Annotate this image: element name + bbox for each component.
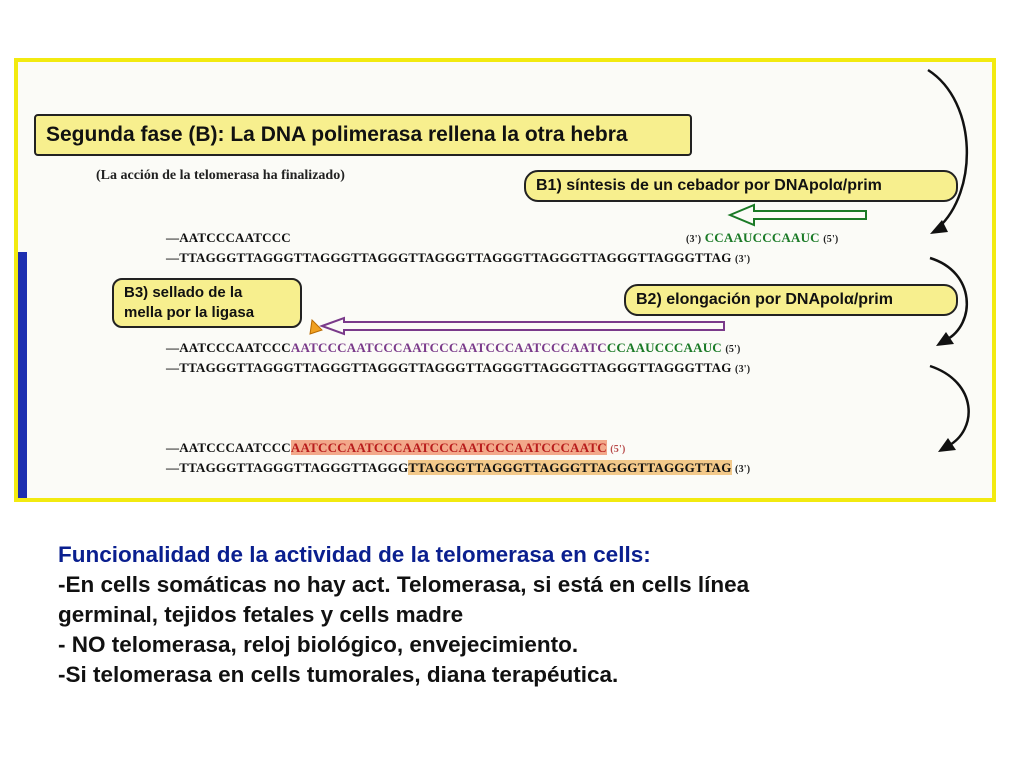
notes-line-2: germinal, tejidos fetales y cells madre <box>58 602 464 627</box>
row1-bottom-end: (3') <box>735 254 751 265</box>
row3-top-left: —AATCCCAATCCC <box>166 440 291 455</box>
row2-bottom-end: (3') <box>735 364 751 375</box>
row2-bottom-seq: —TTAGGGTTAGGGTTAGGGTTAGGGTTAGGGTTAGGGTTAGGGTTAGGGTTAGGGTTAG <box>166 360 732 375</box>
row3-bottom-left: —TTAGGGTTAGGGTTAGGGTTAGGG <box>166 460 409 475</box>
row2-top-purple: AATCCCAATCCCAATCCCAATCCCAATCCCAATC <box>290 340 607 355</box>
row2-top-left: —AATCCCAATCCC <box>166 340 291 355</box>
row3-top-red: AATCCCAATCCCAATCCCAATCCCAATCCCAATC <box>290 440 607 455</box>
phase-subtitle: (La acción de la telomerasa ha finalizado) <box>96 168 345 183</box>
ligase-pointer <box>310 320 322 334</box>
curve-arrow-2-head <box>936 332 954 346</box>
curve-arrow-3-head <box>938 438 956 452</box>
row1-bottom-seq: —TTAGGGTTAGGGTTAGGGTTAGGGTTAGGGTTAGGGTTAGGGTTAGGGTTAGGGTTAG <box>166 250 732 265</box>
row3-bottom-end: (3') <box>735 464 751 475</box>
notes-heading: Funcionalidad de la actividad de la telomerasa en cells: <box>58 542 651 567</box>
b3-label-line1: B3) sellado de la <box>124 284 243 301</box>
notes-line-4: -Si telomerasa en cells tumorales, diana terapéutica. <box>58 662 619 687</box>
curve-arrow-1 <box>928 70 967 228</box>
row1-primer-seq: CCAAUCCCAAUC <box>704 230 820 245</box>
curve-arrow-2 <box>930 258 967 340</box>
row3-top-end: (5') <box>610 444 626 455</box>
row2-top-green: CCAAUCCCAAUC <box>606 340 722 355</box>
row2-top-end: (5') <box>725 344 741 355</box>
notes-line-1: -En cells somáticas no hay act. Telomerasa, si está en cells línea <box>58 572 750 597</box>
b2-label: B2) elongación por DNApolα/prim <box>636 291 893 308</box>
phase-title: Segunda fase (B): La DNA polimerasa rellena la otra hebra <box>46 123 628 146</box>
row1-top-left: —AATCCCAATCCC <box>166 230 291 245</box>
notes-block <box>58 540 998 690</box>
row1-prime3: (3') <box>686 234 702 245</box>
primer-arrow <box>730 205 866 225</box>
row3-bottom-highlight: TTAGGGTTAGGGTTAGGGTTAGGGTTAGGGTTAG <box>408 460 732 475</box>
curve-arrow-3 <box>930 366 969 446</box>
b1-label: B1) síntesis de un cebador por DNApolα/prim <box>536 177 882 194</box>
elongation-arrow <box>322 318 724 334</box>
row1-prime5: (5') <box>823 234 839 245</box>
notes-line-3: - NO telomerasa, reloj biológico, envejecimiento. <box>58 632 579 657</box>
diagram-arrows <box>18 62 996 502</box>
b3-label-line2: mella por la ligasa <box>124 304 255 321</box>
telomere-diagram <box>14 58 996 502</box>
